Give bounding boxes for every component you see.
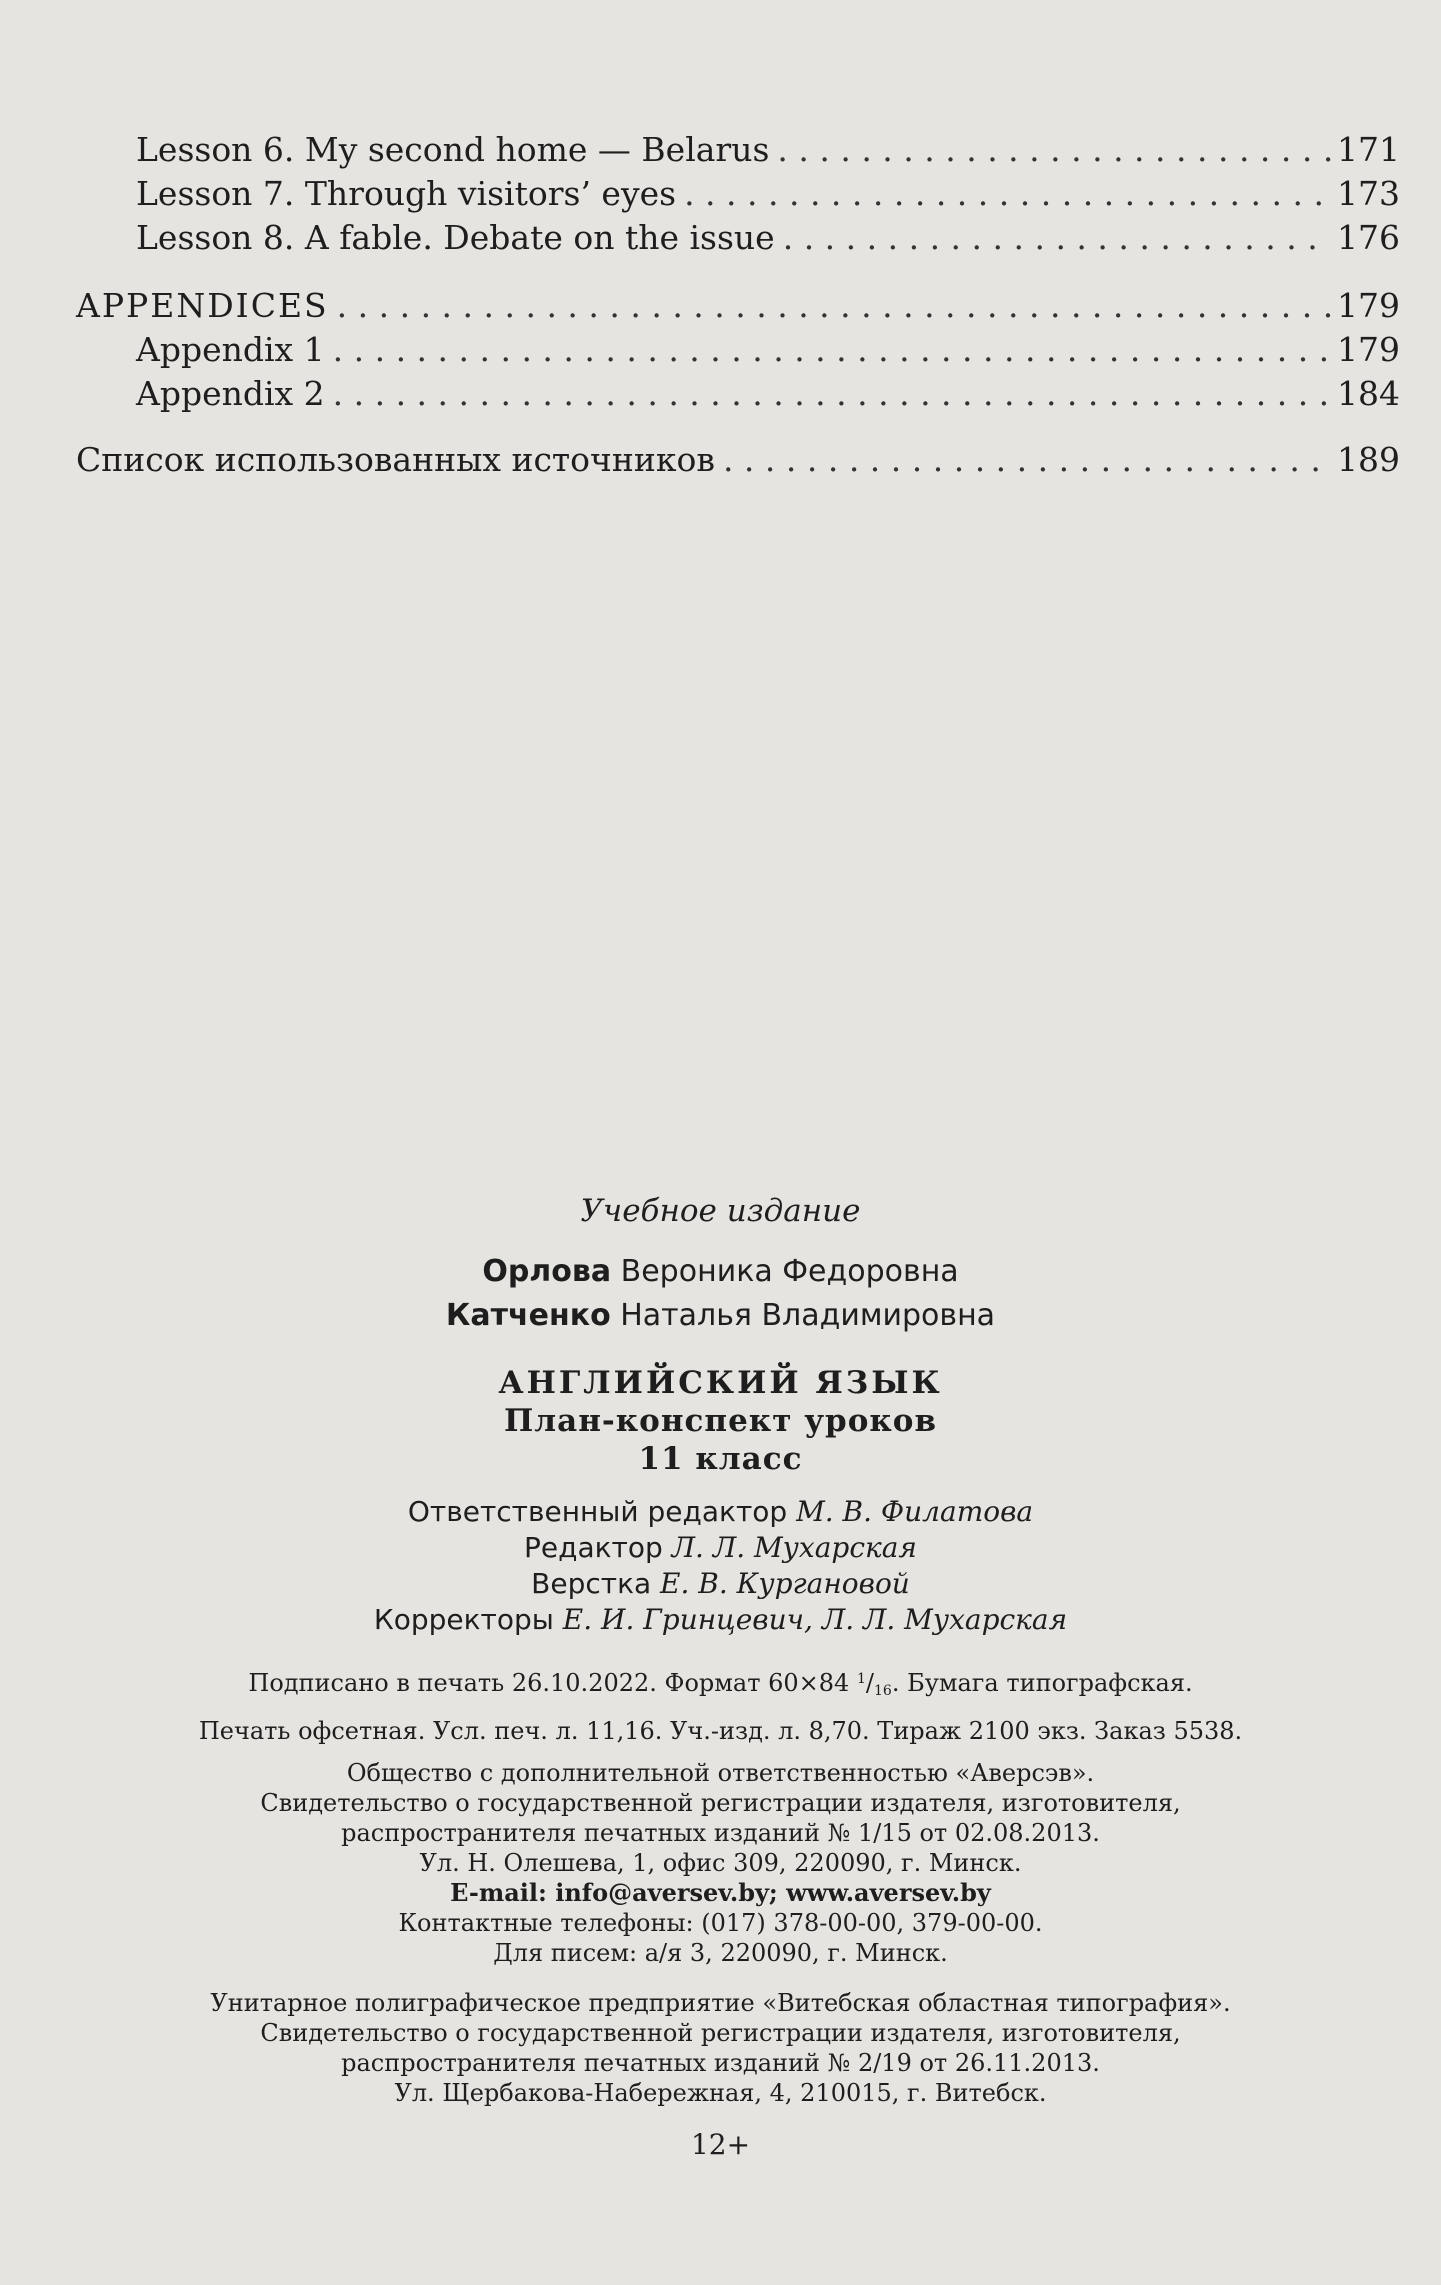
author-surname: Катченко	[445, 1298, 611, 1333]
book-type: План-конспект уроков	[503, 1403, 937, 1439]
toc-entry-page: 171	[1337, 130, 1400, 169]
author-name: Наталья Владимировна	[610, 1298, 996, 1333]
signed-for-print: Подписано в печать 26.10.2022. Формат 60×84 $^1/_{16}$. Бумага типографская.	[248, 1669, 1193, 1699]
toc-leader-dots	[333, 372, 1331, 416]
publisher-cert-1: Свидетельство о государственной регистрации издателя, изготовителя,	[260, 1789, 1181, 1817]
table-of-contents	[76, 128, 1400, 482]
chief-editor	[0, 1494, 1441, 1530]
paper-text: . Бумага типографская.	[891, 1669, 1193, 1697]
staff-name: Е. И. Гринцевич, Л. Л. Мухарская	[562, 1603, 1068, 1636]
toc-leader-dots	[783, 216, 1331, 260]
format-numerator: 1	[856, 1671, 866, 1687]
author-1	[0, 1250, 1441, 1294]
publisher-email: E-mail: info@aversev.by; www.aversev.by	[450, 1878, 991, 1907]
toc-entry-appendices	[76, 284, 1400, 328]
staff-name: Л. Л. Мухарская	[671, 1531, 917, 1564]
publisher-phones: Контактные телефоны: (017) 378-00-00, 379-00-00.	[398, 1909, 1043, 1937]
toc-entry-page: 189	[1337, 440, 1400, 479]
proofreaders	[0, 1602, 1441, 1638]
printer-cert-1: Свидетельство о государственной регистрации издателя, изготовителя,	[260, 2019, 1181, 2047]
publisher-letters: Для писем: а/я 3, 220090, г. Минск.	[493, 1939, 948, 1967]
printer-name: Унитарное полиграфическое предприятие «Витебская областная типография».	[210, 1989, 1231, 2017]
toc-leader-dots	[723, 438, 1331, 482]
age-rating: 12+	[690, 2128, 751, 2161]
staff-role: Ответственный редактор	[407, 1495, 797, 1528]
toc-entry-title: APPENDICES	[76, 286, 329, 325]
book-grade: 11 класс	[638, 1441, 803, 1477]
toc-entry-sources	[76, 438, 1400, 482]
toc-entry-page: 179	[1337, 330, 1400, 369]
toc-entry-title: Appendix 1	[136, 330, 325, 369]
toc-entry-page: 176	[1337, 218, 1400, 257]
edition-type: Учебное издание	[580, 1193, 861, 1229]
publisher-name: Общество с дополнительной ответственностью «Аверсэв».	[346, 1759, 1095, 1787]
toc-entry-lesson-8	[76, 216, 1400, 260]
signed-text: Подписано в печать 26.10.2022. Формат 60×84	[248, 1669, 857, 1697]
toc-entry-title: Lesson 7. Through visitors’ eyes	[136, 174, 677, 213]
book-subject: АНГЛИЙСКИЙ ЯЗЫК	[498, 1365, 943, 1401]
print-info: Печать офсетная. Усл. печ. л. 11,16. Уч.-изд. л. 8,70. Тираж 2100 экз. Заказ 5538.	[198, 1717, 1243, 1745]
publisher-cert-2: распространителя печатных изданий № 1/15 от 02.08.2013.	[341, 1819, 1100, 1847]
staff-role: Редактор	[524, 1531, 672, 1564]
format-denominator: 16	[873, 1683, 892, 1699]
toc-entry-page: 173	[1337, 174, 1400, 213]
printer-address: Ул. Щербакова-Набережная, 4, 210015, г. Витебск.	[394, 2079, 1047, 2107]
imprint-block	[0, 1190, 1441, 2162]
toc-entry-title: Lesson 8. A fable. Debate on the issue	[136, 218, 775, 257]
staff-role: Верстка	[531, 1567, 661, 1600]
staff-role: Корректоры	[373, 1603, 563, 1636]
toc-entry-appendix-1	[76, 328, 1400, 372]
editor	[0, 1530, 1441, 1566]
toc-entry-title: Список использованных источников	[76, 440, 715, 479]
staff-name: М. В. Филатова	[796, 1495, 1034, 1528]
toc-leader-dots	[777, 128, 1331, 172]
toc-entry-page: 179	[1337, 286, 1400, 325]
publisher-contacts-web	[0, 1878, 1441, 1908]
toc-entry-appendix-2	[76, 372, 1400, 416]
toc-entry-lesson-7	[76, 172, 1400, 216]
layout-designer	[0, 1566, 1441, 1602]
toc-entry-title: Appendix 2	[136, 374, 325, 413]
publisher-address: Ул. Н. Олешева, 1, офис 309, 220090, г. Минск.	[419, 1849, 1022, 1877]
author-2	[0, 1294, 1441, 1338]
toc-leader-dots	[333, 328, 1331, 372]
toc-leader-dots	[684, 172, 1331, 216]
printer-cert-2: распространителя печатных изданий № 2/19 от 26.11.2013.	[341, 2049, 1100, 2077]
author-name: Вероника Федоровна	[611, 1254, 959, 1289]
toc-entry-title: Lesson 6. My second home — Belarus	[136, 130, 770, 169]
author-surname: Орлова	[482, 1254, 612, 1289]
staff-name: Е. В. Кургановой	[660, 1567, 910, 1600]
toc-entry-lesson-6	[76, 128, 1400, 172]
toc-entry-page: 184	[1337, 374, 1400, 413]
toc-leader-dots	[337, 284, 1331, 328]
